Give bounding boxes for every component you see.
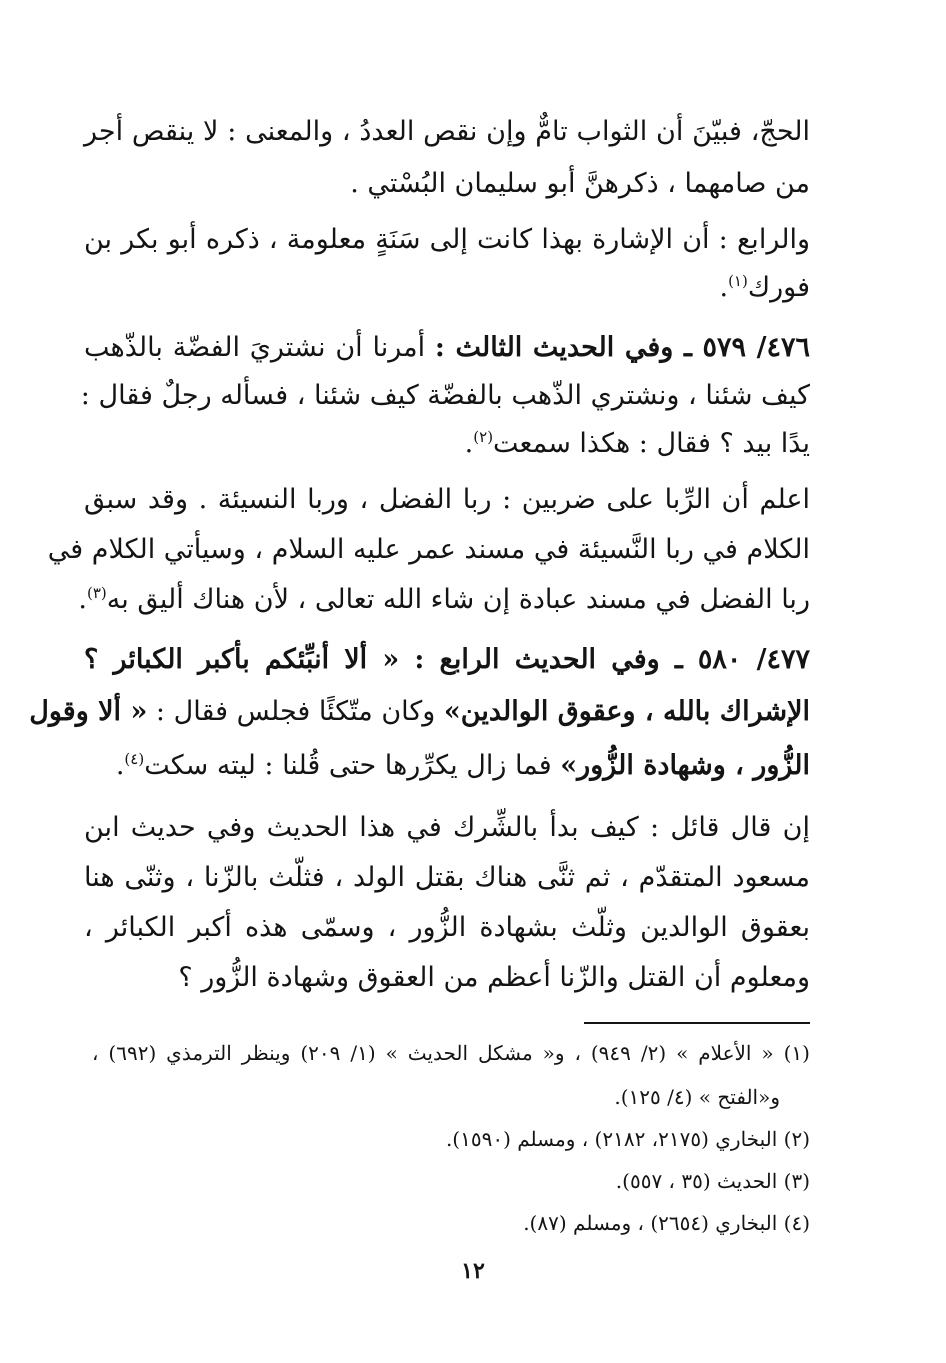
text-line (84, 424, 810, 464)
text-line: الكلام في ربا النَّسيئة في مسند عمر عليه السلام ، وسيأتي الكلام في (47, 534, 810, 565)
punctuation: . (464, 428, 474, 459)
footnote-1: (١) « الأعلام » (٢/ ٩٤٩) ، و« مشكل الحديث » (١/ ٢٠٩) وينظر الترمذي (٦٩٢) ، (92, 1041, 810, 1065)
text-line (84, 746, 810, 786)
text-run: أمرنا أن نشتريَ الفضّة بالذّهب (84, 332, 426, 363)
page-number: ١٢ (461, 1258, 485, 1284)
footnote-ref: (١) (728, 272, 748, 290)
punctuation: . (78, 584, 87, 615)
hadith-heading-line (84, 328, 810, 368)
text-line: من صامهما ، ذكرهنَّ أبو سليمان البُسْتي . (350, 168, 810, 199)
text-line (78, 580, 810, 620)
text-line: بعقوق الوالدين وثلّث بشهادة الزُّور ، وسمّى هذه أكبر الكبائر ، (84, 912, 810, 943)
text-line: والرابع : أن الإشارة بهذا كانت إلى سَنَةٍ معلومة ، ذكره أبو بكر بن (84, 224, 810, 255)
hadith-text: الزُّور ، وشهادة الزُّور» (560, 750, 810, 781)
footnote-ref: (٢) (473, 428, 494, 446)
text-line: ومعلوم أن القتل والزّنا أعظم من العقوق وشهادة الزُّور ؟ (178, 962, 810, 993)
text-line: إن قال قائل : كيف بدأ بالشِّرك في هذا الحديث وفي حديث ابن (84, 812, 810, 843)
hadith-text: « ألا وقول (29, 696, 148, 727)
text-line (29, 692, 810, 732)
hadith-number-heading: ٤٧٦/ ٥٧٩ ـ وفي الحديث الثالث : (434, 332, 811, 363)
footnote-2: (٢) البخاري (٢١٧٥، ٢١٨٢) ، ومسلم (١٥٩٠). (445, 1127, 810, 1151)
text-line: كيف شئنا ، ونشتري الذّهب بالفضّة كيف شئنا ، فسأله رجلٌ فقال : (80, 380, 810, 411)
text-run: فورك (747, 272, 810, 303)
footnote-separator (584, 1022, 810, 1024)
footnote-4: (٤) البخاري (٢٦٥٤) ، ومسلم (٨٧). (523, 1211, 810, 1235)
hadith-text: الإشراك بالله ، وعقوق الوالدين» (443, 696, 810, 727)
text-line: اعلم أن الرِّبا على ضربين : ربا الفضل ، وربا النسيئة . وقد سبق (84, 484, 810, 515)
punctuation: . (719, 272, 729, 303)
text-run: يدًا بيد ؟ فقال : هكذا سمعت (493, 428, 810, 459)
text-run: فما زال يكرِّرها حتى قُلنا : ليته سكت (144, 750, 552, 781)
text-line: مسعود المتقدّم ، ثم ثنَّى هناك بقتل الولد ، فثلّث بالزّنا ، وثنّى هنا (84, 862, 810, 893)
text-line (84, 268, 810, 308)
footnote-ref: (٣) (86, 584, 107, 602)
text-line: الحجّ، فبيّنَ أن الثواب تامٌّ وإن نقص العددُ ، والمعنى : لا ينقص أجر (84, 116, 810, 147)
text-run: ربا الفضل في مسند عبادة إن شاء الله تعالى ، لأن هناك أليق به (106, 584, 810, 615)
punctuation: . (115, 750, 125, 781)
footnote-3: (٣) الحديث (٣٥ ، ٥٥٧). (615, 1169, 810, 1193)
footnote-1-continuation: و«الفتح » (٤/ ١٢٥). (614, 1085, 780, 1109)
hadith-heading-line: ٤٧٧/ ٥٨٠ ـ وفي الحديث الرابع : « ألا أنبِّئكم بأكبر الكبائر ؟ (84, 644, 810, 675)
text-run: وكان متّكئًا فجلس فقال : (155, 696, 436, 727)
footnote-ref: (٤) (124, 750, 145, 768)
